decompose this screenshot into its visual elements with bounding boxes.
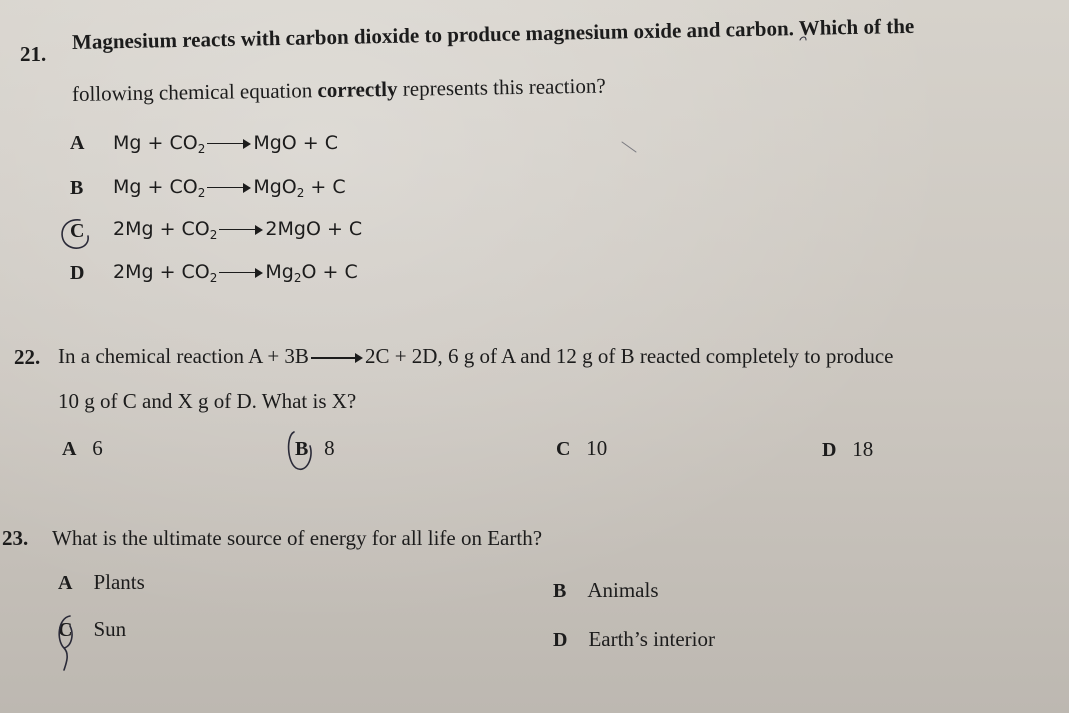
reaction-arrow-icon xyxy=(219,268,263,278)
equation-rhs: Mg xyxy=(265,261,294,283)
question-number: 22. xyxy=(14,345,41,369)
equation-rhs: 2MgO + C xyxy=(265,218,363,240)
equation-lhs: 2Mg + CO xyxy=(113,218,210,240)
option-letter: A xyxy=(70,132,85,154)
subscript: 2 xyxy=(197,186,206,200)
option-letter: D xyxy=(70,262,85,284)
option-d xyxy=(553,627,715,652)
option-letter: B xyxy=(295,438,309,460)
option-a xyxy=(62,436,103,461)
reaction-arrow-icon xyxy=(207,183,251,193)
option-letter: B xyxy=(70,177,84,199)
reaction-arrow-icon xyxy=(207,139,251,149)
question-text-line-2: 10 g of C and X g of D. What is X? xyxy=(58,389,357,413)
option-text: 8 xyxy=(324,436,335,460)
stray-mark xyxy=(622,142,636,152)
option-letter: A xyxy=(62,438,77,460)
equation-rhs: MgO + C xyxy=(253,132,339,154)
equation-c xyxy=(113,218,362,242)
option-text: Animals xyxy=(587,578,659,602)
option-letter: C xyxy=(556,438,571,460)
question-text-line-1: Magnesium reacts with carbon dioxide to produce magnesium oxide and carbon. Which of the xyxy=(71,13,915,54)
question-number: 23. xyxy=(2,526,29,550)
equation-a xyxy=(113,132,338,156)
option-letter: D xyxy=(553,629,568,651)
option-c xyxy=(556,436,607,461)
question-number: 21. xyxy=(20,42,47,66)
equation-rhs-tail: + C xyxy=(304,176,346,198)
emphasis-word: correctly xyxy=(317,76,398,103)
option-letter: C xyxy=(70,220,85,242)
equation-rhs-tail: O + C xyxy=(301,261,358,283)
option-text: Earth’s interior xyxy=(588,627,715,651)
subscript: 2 xyxy=(209,271,218,285)
option-text: 10 xyxy=(586,436,608,460)
text-segment: In a chemical reaction A + 3B xyxy=(58,344,309,368)
option-letter: D xyxy=(822,439,837,461)
option-d xyxy=(822,437,873,462)
option-text: 6 xyxy=(92,436,103,460)
question-text: What is the ultimate source of energy for all life on Earth? xyxy=(52,526,543,550)
option-b xyxy=(70,177,83,200)
equation-rhs: MgO xyxy=(253,176,297,198)
option-c xyxy=(70,220,84,243)
equation-b xyxy=(113,176,346,200)
text-segment: following chemical equation xyxy=(71,78,318,106)
subscript: 2 xyxy=(296,186,305,200)
option-text: 18 xyxy=(852,437,874,461)
text-segment: represents this reaction? xyxy=(397,73,606,101)
option-a xyxy=(58,570,145,595)
reaction-arrow-icon xyxy=(219,225,263,235)
equation-lhs: Mg + CO xyxy=(113,132,198,154)
question-text-line-2 xyxy=(72,74,606,107)
option-d xyxy=(70,262,84,285)
subscript: 2 xyxy=(209,228,218,242)
equation-d xyxy=(113,261,358,285)
equation-lhs: Mg + CO xyxy=(113,176,198,198)
question-text-line-1 xyxy=(58,344,894,369)
option-letter: B xyxy=(553,580,567,602)
option-c xyxy=(58,617,126,642)
option-b xyxy=(553,578,659,603)
option-text: Sun xyxy=(93,617,127,641)
text-segment: 2C + 2D, 6 g of A and 12 g of B reacted completely to produce xyxy=(364,344,894,368)
option-b xyxy=(295,436,335,461)
equation-lhs: 2Mg + CO xyxy=(113,261,210,283)
subscript: 2 xyxy=(197,142,206,156)
option-text: Plants xyxy=(93,570,145,594)
option-letter: A xyxy=(58,572,73,594)
reaction-arrow-icon xyxy=(311,353,363,363)
subscript: 2 xyxy=(293,271,302,285)
option-letter: C xyxy=(58,619,73,641)
option-a xyxy=(70,132,84,155)
